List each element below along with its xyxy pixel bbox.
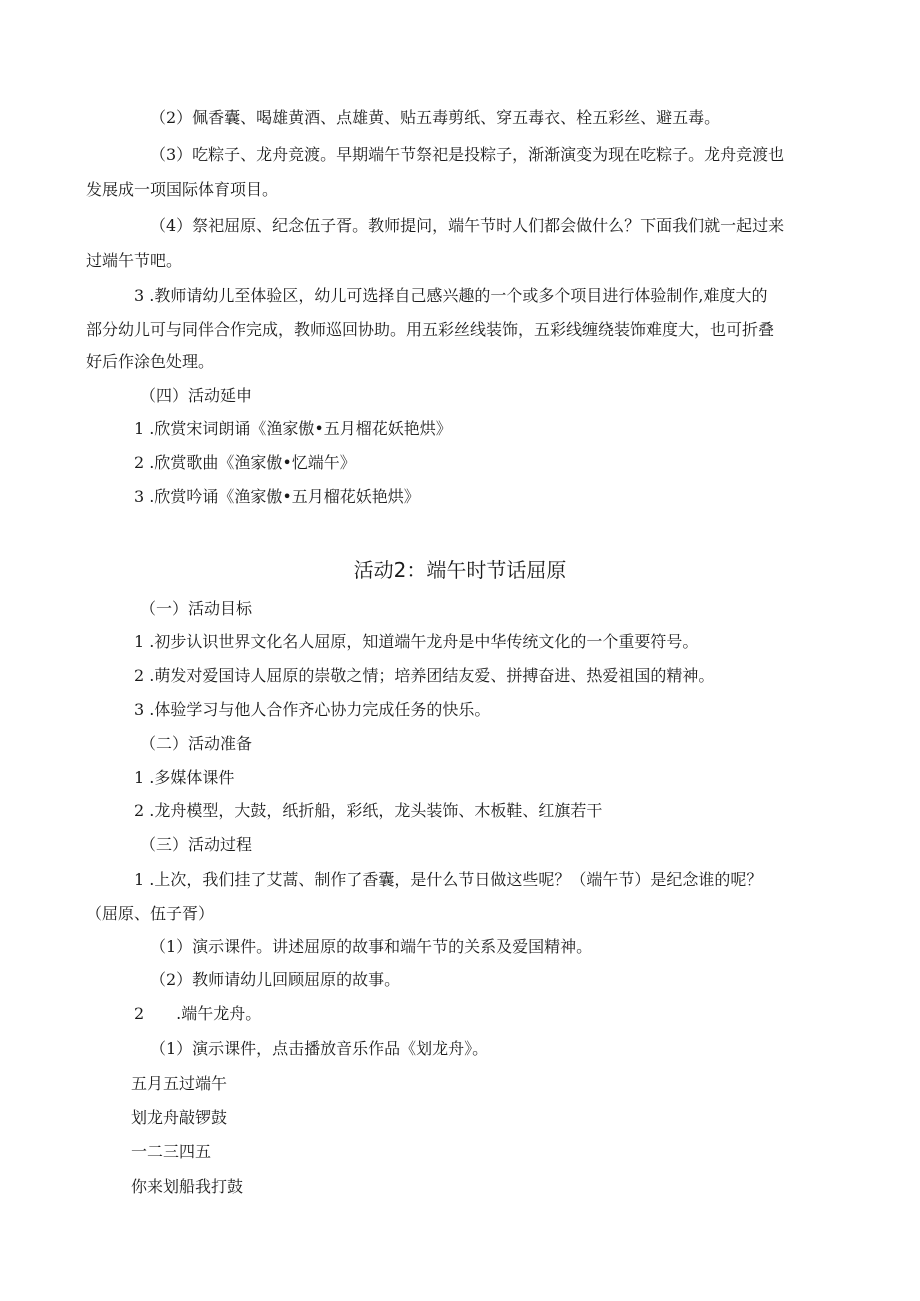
list-item: 2 .欣赏歌曲《渔家傲•忆端午》 (134, 453, 356, 472)
paragraph-line: 发展成一项国际体育项目。 (86, 180, 279, 199)
paragraph-line: （2）教师请幼儿回顾屈原的故事。 (150, 970, 401, 989)
song-lyric-line: 你来划船我打鼓 (131, 1177, 244, 1196)
section-heading: （二）活动准备 (140, 734, 253, 753)
list-item: 1 .初步认识世界文化名人屈原，知道端午龙舟是中华传统文化的一个重要符号。 (134, 632, 699, 651)
list-item: 3 .欣赏吟诵《渔家傲•五月榴花妖艳烘》 (134, 487, 420, 506)
section-heading: （四）活动延申 (140, 386, 253, 405)
activity-title: 活动2：端午时节话屈原 (353, 558, 567, 582)
paragraph-line: 好后作涂色处理。 (86, 352, 215, 371)
paragraph-line: （1）演示课件。讲述屈原的故事和端午节的关系及爱国精神。 (150, 937, 593, 956)
paragraph-line: 3 .教师请幼儿至体验区，幼儿可选择自己感兴趣的一个或多个项目进行体验制作,难度大的 (134, 286, 768, 305)
section-heading: （三）活动过程 (140, 835, 253, 854)
paragraph-line: （3）吃粽子、龙舟竞渡。早期端午节祭祀是投粽子，渐渐演变为现在吃粽子。龙舟竞渡也 (150, 145, 785, 164)
paragraph-line: （2）佩香囊、喝雄黄酒、点雄黄、贴五毒剪纸、穿五毒衣、栓五彩丝、避五毒。 (150, 108, 721, 127)
paragraph-line: （4）祭祀屈原、纪念伍子胥。教师提问，端午节时人们都会做什么？下面我们就一起过来 (150, 216, 785, 235)
paragraph-line: （1）演示课件，点击播放音乐作品《划龙舟》。 (150, 1039, 489, 1058)
paragraph-line: 过端午节吧。 (86, 251, 183, 270)
song-lyric-line: 一二三四五 (131, 1142, 212, 1161)
paragraph-line: （屈原、伍子胥） (86, 904, 215, 923)
list-item: 2 .萌发对爱国诗人屈原的崇敬之情；培养团结友爱、拼搏奋进、热爱祖国的精神。 (134, 666, 715, 685)
section-heading: （一）活动目标 (140, 599, 253, 618)
list-item: 3 .体验学习与他人合作齐心协力完成任务的快乐。 (134, 700, 491, 719)
list-item: 1 .欣赏宋词朗诵《渔家傲•五月榴花妖艳烘》 (134, 419, 452, 438)
song-lyric-line: 划龙舟敲锣鼓 (131, 1108, 228, 1127)
paragraph-line: 1 .上次，我们挂了艾蒿、制作了香囊，是什么节日做这些呢？（端午节）是纪念谁的呢？ (134, 870, 763, 889)
list-item: 1 .多媒体课件 (134, 768, 235, 787)
paragraph-line: 部分幼儿可与同伴合作完成，教师巡回协助。用五彩丝线装饰，五彩线缠绕装饰难度大，也可折叠 (86, 320, 775, 339)
list-item: 2 .端午龙舟。 (134, 1004, 262, 1023)
list-item: 2 .龙舟模型，大鼓，纸折船，彩纸，龙头装饰、木板鞋、红旗若干 (134, 801, 603, 820)
song-lyric-line: 五月五过端午 (131, 1074, 228, 1093)
